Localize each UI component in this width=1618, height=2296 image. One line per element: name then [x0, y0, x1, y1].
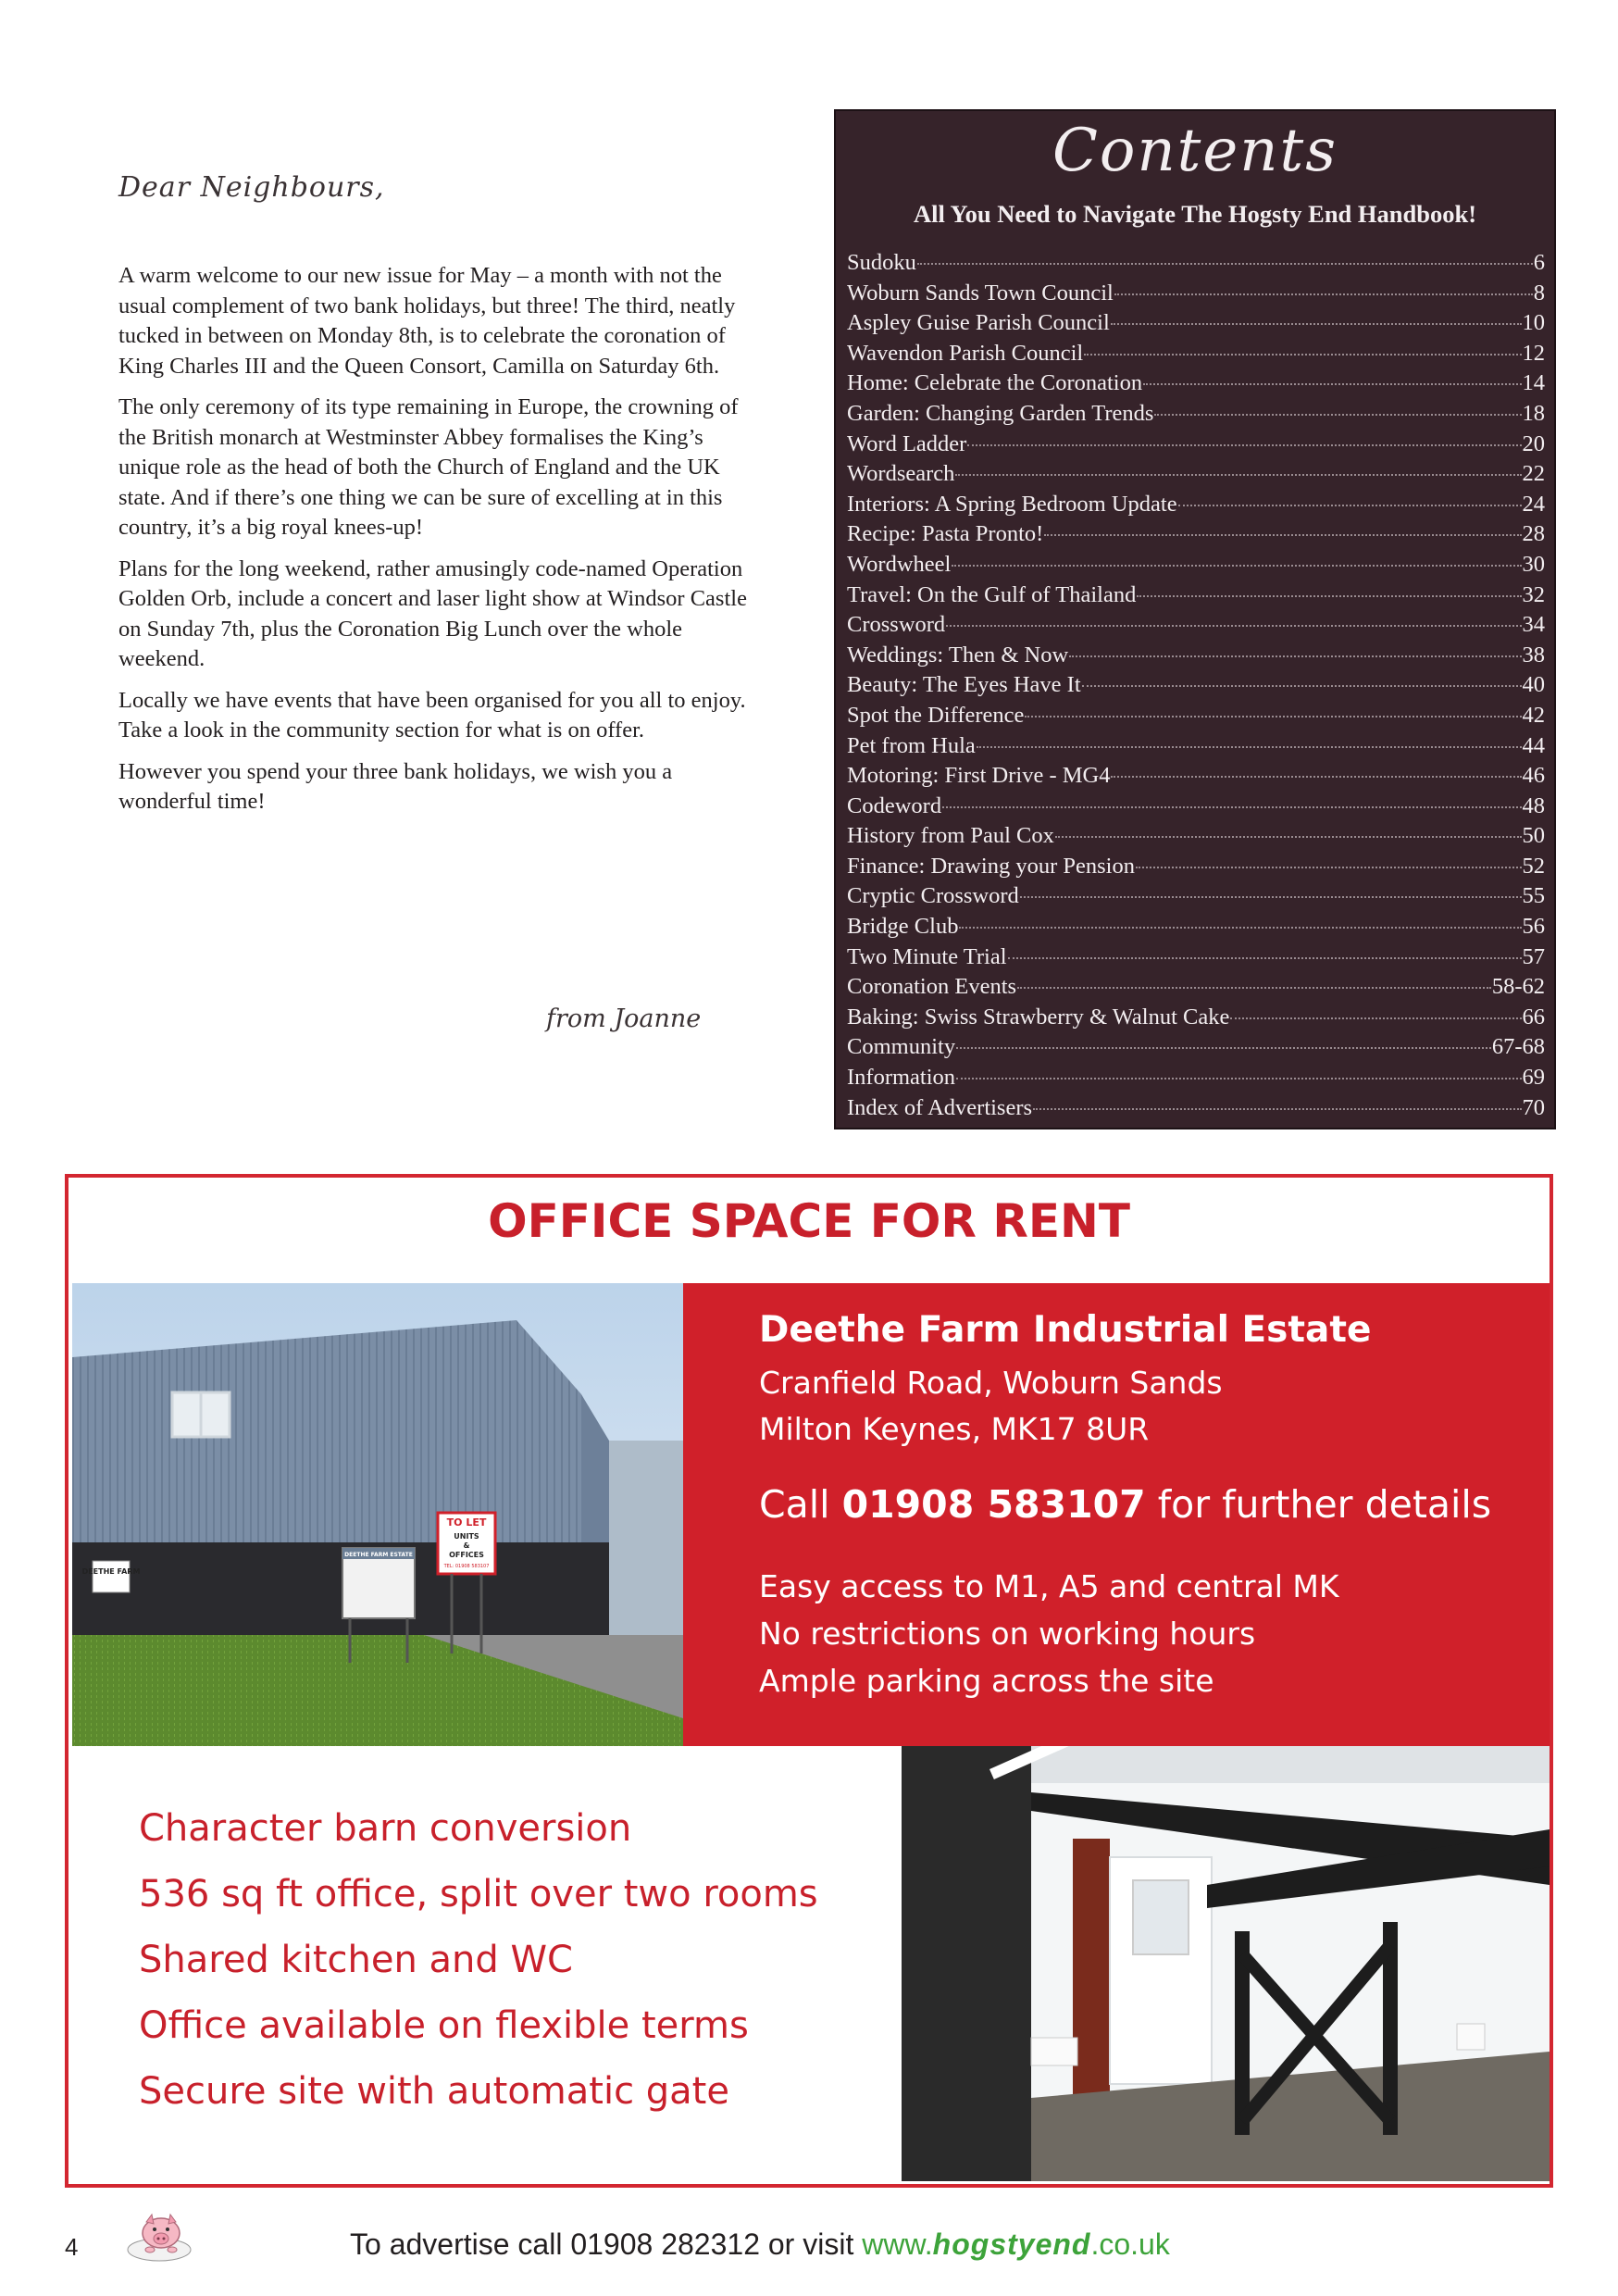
dot-leader [1230, 1017, 1521, 1019]
dot-leader [1020, 896, 1522, 898]
contents-item-label: Index of Advertisers [847, 1094, 1033, 1120]
contents-item [847, 643, 1545, 673]
dot-leader [1114, 293, 1533, 295]
phone-number: 01908 583107 [841, 1482, 1146, 1527]
advert-heading: OFFICE SPACE FOR RENT [488, 1194, 1130, 1248]
office-interior-photo [902, 1746, 1550, 2181]
contents-item-page: 32 [1522, 581, 1545, 607]
contents-item [847, 733, 1545, 764]
dot-leader [959, 927, 1521, 929]
footer-brand-link[interactable]: hogstyend [932, 2227, 1091, 2261]
contents-item [847, 944, 1545, 975]
contents-box [834, 109, 1556, 1129]
contents-item-page: 67-68 [1491, 1034, 1545, 1060]
dot-leader [952, 565, 1521, 567]
letter-paragraph: Locally we have events that have been organised for you all to enjoy. Take a look in the community section for what is on offer. [118, 687, 746, 742]
contents-item-page: 12 [1522, 340, 1545, 366]
letter-paragraph: The only ceremony of its type remaining in Europe, the crowning of the British monarch at Westminster Abbey formalises the King’s unique role as the head of both the Church of England and the UK state. And if there’s one thing we can be sure of excelling at in this country, it’s a big royal knees-up! [118, 394, 739, 540]
contents-item-label: Community [847, 1034, 956, 1060]
contents-item [847, 1095, 1545, 1126]
office-detail: Shared kitchen and WC [139, 1939, 573, 1981]
advertise-footer [350, 2227, 1170, 2262]
footer-www: www. [862, 2227, 933, 2261]
contents-item-label: Recipe: Pasta Pronto! [847, 521, 1044, 547]
contents-item [847, 974, 1545, 1004]
contents-item-page: 14 [1522, 370, 1545, 396]
contents-item [847, 672, 1545, 703]
dot-leader [1178, 505, 1522, 506]
contents-item [847, 401, 1545, 431]
pig-icon [118, 2211, 204, 2270]
dot-leader [917, 263, 1533, 265]
dot-leader [942, 806, 1521, 808]
building-photo-illustration [72, 1283, 683, 1746]
contents-item-page: 46 [1522, 763, 1545, 789]
contents-item-page: 70 [1522, 1094, 1545, 1120]
contents-item-label: Two Minute Trial [847, 943, 1007, 969]
contents-item [847, 521, 1545, 552]
office-detail: Secure site with automatic gate [139, 2070, 729, 2113]
contents-item-page: 52 [1522, 853, 1545, 879]
footer-prefix: To advertise call 01908 282312 or visit [350, 2227, 863, 2261]
dot-leader [1069, 655, 1521, 657]
dot-leader [1111, 323, 1522, 325]
dot-leader [1084, 354, 1521, 356]
building-photo [72, 1283, 683, 1746]
feature-line: No restrictions on working hours [759, 1616, 1256, 1652]
estate-name: Deethe Farm Industrial Estate [759, 1309, 1372, 1351]
advert-info-panel [683, 1283, 1550, 1746]
offices-text: OFFICES [449, 1551, 484, 1559]
letter-paragraph: Plans for the long weekend, rather amusingly code-named Operation Golden Orb, include a concert and laser light show at Windsor Castle on Sunday 7th, plus the Coronation Big Lunch over the whole weekend. [118, 555, 747, 671]
dot-leader [1033, 1108, 1521, 1110]
dot-leader [977, 746, 1522, 748]
contents-item [847, 1034, 1545, 1065]
contents-item-page: 50 [1522, 823, 1545, 849]
dot-leader [1082, 685, 1522, 687]
contents-item-page: 22 [1522, 461, 1545, 487]
office-rent-advert [65, 1174, 1553, 2188]
call-line [759, 1482, 1491, 1527]
call-suffix: for further details [1145, 1482, 1492, 1527]
contents-list [847, 250, 1545, 1125]
contents-item-label: Bridge Club [847, 914, 959, 940]
sign-tel-text: TEL: 01908 583107 [443, 1564, 490, 1569]
letter-salutation: Dear Neighbours, [118, 171, 385, 204]
address-line-1: Cranfield Road, Woburn Sands [759, 1365, 1223, 1401]
contents-item-label: Information [847, 1065, 956, 1091]
dot-leader [967, 444, 1521, 446]
contents-item-page: 20 [1522, 430, 1545, 456]
contents-item-label: Wavendon Parish Council [847, 340, 1084, 366]
letter-paragraph: However you spend your three bank holidays, we wish you a wonderful time! [118, 758, 673, 814]
contents-item [847, 1004, 1545, 1035]
contents-item-page: 48 [1522, 792, 1545, 818]
dot-leader [955, 474, 1521, 476]
contents-item-page: 55 [1522, 883, 1545, 909]
call-prefix: Call [759, 1482, 842, 1527]
contents-item [847, 492, 1545, 522]
contents-item-page: 69 [1522, 1065, 1545, 1091]
dot-leader [1025, 716, 1521, 718]
contents-item [847, 552, 1545, 582]
footer-tld: .co.uk [1090, 2227, 1170, 2261]
contents-item-page: 34 [1522, 612, 1545, 638]
contents-item-page: 42 [1522, 702, 1545, 728]
contents-item-label: Finance: Drawing your Pension [847, 853, 1135, 879]
contents-item [847, 703, 1545, 733]
dot-leader [1017, 987, 1491, 989]
dot-leader [1143, 383, 1521, 385]
contents-item-label: Wordsearch [847, 461, 955, 487]
address-line-2: Milton Keynes, MK17 8UR [759, 1411, 1150, 1447]
ampersand-text: & [463, 1541, 470, 1550]
contents-item-page: 57 [1522, 943, 1545, 969]
contents-item-page: 56 [1522, 914, 1545, 940]
contents-item [847, 823, 1545, 854]
to-let-text: TO LET [446, 1516, 487, 1529]
contents-item [847, 582, 1545, 613]
letter-paragraph: A warm welcome to our new issue for May – a month with not the usual complement of two bank holidays, but three! The third, neatly tucked in between on Monday 8th, is to celebrate the coronation of King Charles III and the Queen Consort, Camilla on Saturday 6th. [118, 263, 736, 379]
dot-leader [1137, 595, 1521, 597]
contents-item [847, 341, 1545, 371]
contents-item [847, 883, 1545, 914]
dot-leader [956, 1078, 1521, 1079]
contents-item [847, 281, 1545, 311]
contents-item [847, 763, 1545, 793]
contents-item-page: 40 [1522, 672, 1545, 698]
estate-sign-text: DEETHE FARM ESTATE [344, 1552, 413, 1558]
contents-item-page: 30 [1522, 551, 1545, 577]
contents-item-page: 28 [1522, 521, 1545, 547]
contents-item-label: Pet from Hula [847, 732, 976, 758]
dot-leader [946, 625, 1521, 627]
contents-item [847, 370, 1545, 401]
contents-item-page: 10 [1522, 310, 1545, 336]
contents-item-label: Weddings: Then & Now [847, 642, 1069, 668]
contents-item [847, 793, 1545, 824]
contents-subtitle: All You Need to Navigate The Hogsty End Handbook! [913, 200, 1477, 228]
contents-item-label: Aspley Guise Parish Council [847, 310, 1110, 336]
contents-item [847, 431, 1545, 462]
dot-leader [1044, 534, 1521, 536]
contents-item-label: Motoring: First Drive - MG4 [847, 763, 1111, 789]
contents-item-label: Codeword [847, 792, 942, 818]
letter-signoff: from Joanne [546, 1004, 702, 1033]
contents-item-label: Wordwheel [847, 551, 952, 577]
contents-item-label: Woburn Sands Town Council [847, 280, 1114, 306]
dot-leader [956, 1047, 1491, 1049]
contents-item [847, 1065, 1545, 1095]
contents-item-label: Word Ladder [847, 430, 967, 456]
contents-item-page: 66 [1522, 1004, 1545, 1029]
office-detail: Office available on flexible terms [139, 2004, 749, 2047]
contents-item-label: Spot the Difference [847, 702, 1025, 728]
feature-line: Easy access to M1, A5 and central MK [759, 1568, 1339, 1604]
units-text: UNITS [454, 1532, 479, 1541]
contents-item-label: History from Paul Cox [847, 823, 1054, 849]
office-detail: Character barn conversion [139, 1807, 632, 1850]
page-number: 4 [65, 2233, 79, 2261]
contents-item-label: Baking: Swiss Strawberry & Walnut Cake [847, 1004, 1230, 1029]
contents-item-page: 24 [1522, 491, 1545, 517]
dot-leader [1111, 776, 1521, 778]
contents-item [847, 612, 1545, 643]
dot-leader [1008, 957, 1522, 959]
contents-item-label: Home: Celebrate the Coronation [847, 370, 1143, 396]
contents-item [847, 310, 1545, 341]
editor-letter [118, 171, 748, 829]
contents-item-label: Garden: Changing Garden Trends [847, 400, 1154, 426]
contents-item-page: 58-62 [1491, 974, 1545, 1000]
interior-photo-illustration [902, 1746, 1550, 2181]
contents-title: Contents [1052, 117, 1338, 185]
contents-item-label: Interiors: A Spring Bedroom Update [847, 491, 1177, 517]
dot-leader [1154, 414, 1521, 416]
contents-item-label: Cryptic Crossword [847, 883, 1019, 909]
contents-item-page: 44 [1522, 732, 1545, 758]
pig-logo [118, 2211, 204, 2270]
contents-item-page: 18 [1522, 400, 1545, 426]
contents-item [847, 914, 1545, 944]
contents-item-label: Coronation Events [847, 974, 1017, 1000]
contents-item-page: 6 [1533, 250, 1545, 275]
contents-item-label: Crossword [847, 612, 946, 638]
farm-sign-text: DEETHE FARM [81, 1567, 141, 1576]
office-detail: 536 sq ft office, split over two rooms [139, 1873, 818, 1915]
contents-item-page: 8 [1533, 280, 1545, 306]
office-details-list [139, 1807, 818, 2136]
dot-leader [1055, 836, 1522, 838]
contents-item-label: Sudoku [847, 250, 916, 275]
feature-line: Ample parking across the site [759, 1663, 1214, 1699]
contents-item [847, 854, 1545, 884]
contents-item-label: Travel: On the Gulf of Thailand [847, 581, 1137, 607]
contents-item [847, 461, 1545, 492]
contents-item [847, 250, 1545, 281]
contents-item-label: Beauty: The Eyes Have It [847, 672, 1081, 698]
contents-item-page: 38 [1522, 642, 1545, 668]
dot-leader [1136, 867, 1522, 868]
